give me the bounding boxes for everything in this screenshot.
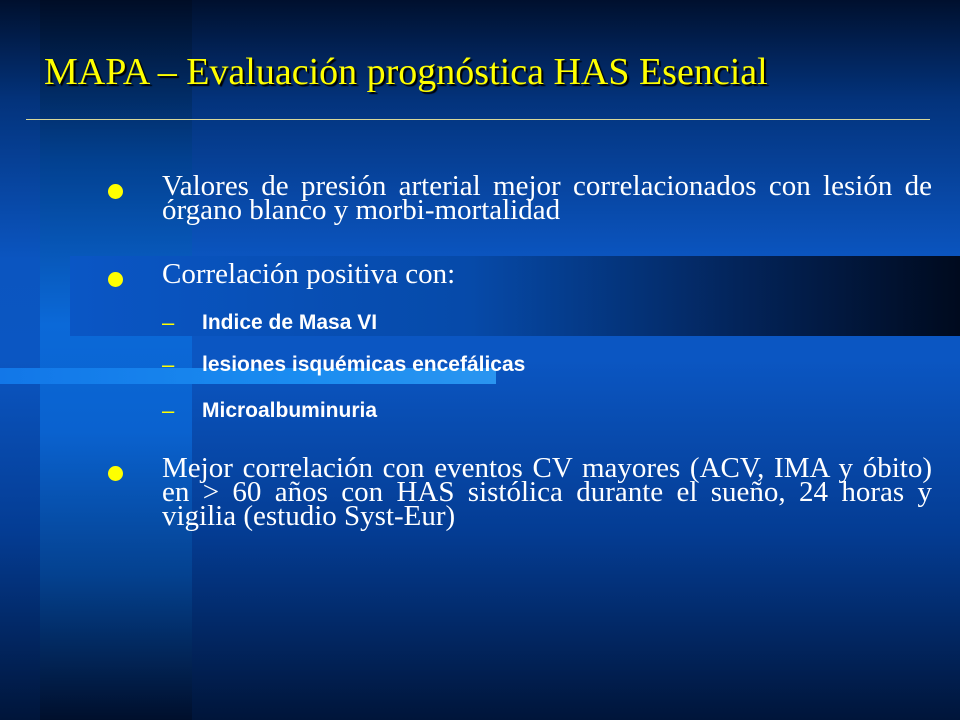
sub-list-text: lesiones isquémicas encefálicas (202, 353, 526, 376)
slide-title: MAPA – Evaluación prognóstica HAS Esencial (44, 51, 768, 93)
bullet-text: Correlación positiva con: (162, 258, 456, 290)
title-divider (26, 119, 930, 120)
bullet-dot-icon (108, 466, 123, 481)
sub-list-text: Microalbuminuria (202, 399, 378, 422)
dash-icon: – (162, 398, 175, 423)
sub-list-item-3 (162, 398, 762, 428)
bullet-dot-icon (108, 184, 123, 199)
bullet-dot-icon (108, 272, 123, 287)
sub-list-text: Indice de Masa VI (202, 311, 378, 334)
dash-icon: – (162, 352, 175, 377)
sub-list-item-2 (162, 352, 762, 382)
bullet-text: Valores de presión arterial mejor correlacionados con lesión de órgano blanco y morbi-mortalidad (162, 170, 932, 226)
dash-icon: – (162, 310, 175, 335)
bullet-text: Mejor correlación con eventos CV mayores (ACV, IMA y óbito) en > 60 años con HAS sistólica durante el sueño, 24 horas y vigilia (estudio Syst-Eur) (162, 452, 932, 532)
sub-list-item-1 (162, 310, 762, 340)
